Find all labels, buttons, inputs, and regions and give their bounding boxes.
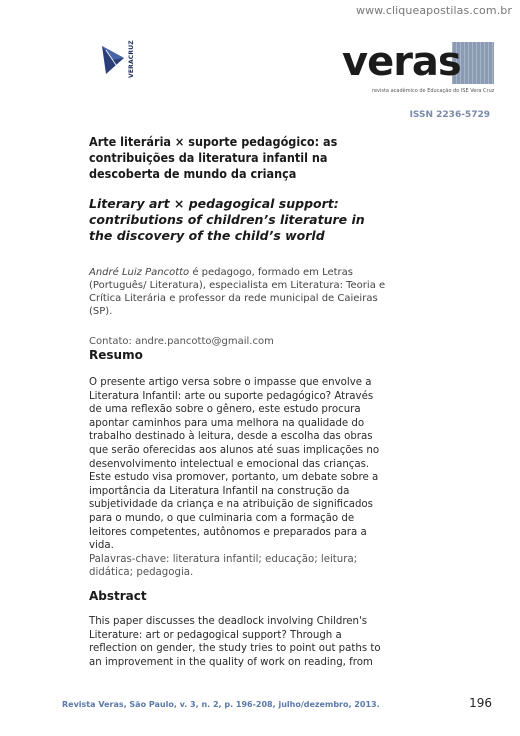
journal-logo [342,38,502,98]
resumo-keywords: Palavras-chave: literatura infantil; educação; leitura; didática; pedagogia. [89,553,358,579]
vera-cruz-logo-text: VERACRUZ [128,40,135,78]
site-watermark: www.cliqueapostilas.com.br [355,4,512,17]
author-description: é pedagogo, formado em Letras (Português/ Literatura), especialista em Literatura: Teoria e Crítica Literária e professor da rede municipal de Caieiras (SP). [89,267,386,317]
author-contact: Contato: andre.pancotto@gmail.com [89,336,274,347]
issn: ISSN 2236-5729 [409,110,490,120]
article-title-portuguese: Arte literária × suporte pedagógico: as contribuições da literatura infantil na descoberta de mundo da criança [89,134,338,181]
abstract-text: This paper discusses the deadlock involving Children's Literature: art or pedagogical support? Through a reflection on gender, the study tries to point out paths to an improvement in the quality of work on reading, from [89,616,381,668]
page-number: 196 [469,696,492,710]
abstract-heading: Abstract [89,589,147,603]
resumo-section [89,376,389,580]
journal-subtitle: revista acadêmico de Educação do ISE Vera Cruz [372,88,495,94]
author-bio [89,266,389,318]
abstract-section [89,615,389,669]
resumo-text: O presente artigo versa sobre o impasse que envolve a Literatura Infantil: arte ou suporte pedagógico? Através de uma reflexão sobre o gênero, este estudo procura apontar caminhos para uma melhora na qualidade do trabalho destinado à leitura, desde a escolha das obras que serão oferecidas aos alunos até suas implicações no desenvolvimento intelectual e emocional das crianças. Este estudo visa promover, portanto, um debate sobre a importância da Literatura Infantil na construção da subjetividade da criança e na atribuição de significados para o mundo, o que culminaria com a formação de leitores competentes, autônomos e preparados para a vida. [89,377,380,552]
article-title-english: Literary art × pedagogical support: contributions of children’s literature in the discovery of the child’s world [89,196,365,243]
article-header [89,134,389,347]
journal-name: veras [342,39,461,85]
footer-citation: Revista Veras, São Paulo, v. 3, n. 2, p. 196-208, julho/dezembro, 2013. [62,700,380,709]
author-name: André Luiz Pancotto [89,267,190,278]
resumo-heading: Resumo [89,348,143,362]
